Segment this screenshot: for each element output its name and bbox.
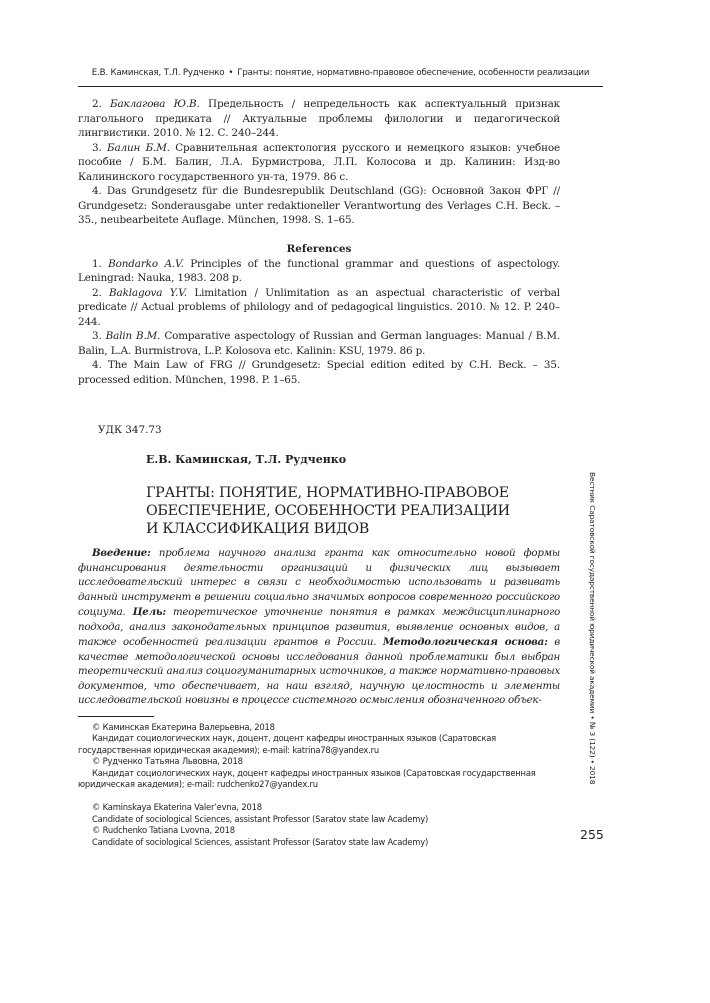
running-head-authors: Е.В. Каминская, Т.Л. Рудченко (91, 68, 225, 78)
references-heading: References (286, 243, 352, 255)
reference-item: 2. Baklagova Y.V. Limitation / Unlimitation as an aspectual characteristic of verbal predicate // Actual problems of philology and of pedagogical linguistics. 2010. № 12. P. 240–244. (78, 286, 560, 328)
reference-item: 3. Балин Б.М. Сравнительная аспектология русского и немецкого языков: учебное пособие / Б.М. Балин, Л.А. Бурмистрова, Л.П. Колосова и др. Калинин: Изд-во Калининского государственного ун-та, 1979. 86 с. (78, 141, 561, 183)
reference-author: Bondarko A.V. (108, 257, 184, 270)
reference-item: 2. Баклагова Ю.В. Предельность / непредельность как аспектуальный признак глагольного предиката // Актуальные проблемы филологии и педагогической лингвистики. 2010. № 12. С. 240–244. (78, 98, 560, 139)
article-title (146, 484, 566, 538)
abstract-goal-label: Цель: (132, 606, 166, 618)
footnote-copyright: © Kaminskaya Ekaterina Valer’evna, 2018 (92, 802, 262, 813)
reference-item: 3. Balin B.M. Comparative aspectology of Russian and German languages: Manual / B.M. Balin, L.A. Burmistrova, L.P. Kolosova etc. Kalinin: KSU, 1979. 86 p. (78, 330, 560, 357)
article-title-line: И КЛАССИФИКАЦИЯ ВИДОВ (146, 521, 369, 537)
footnote-affiliation: Candidate of sociological Sciences, assistant Professor (Saratov state law Academy) (92, 836, 429, 847)
abstract-method-label: Методологическая основа: (382, 636, 548, 648)
reference-author: Balin B.M. (105, 330, 161, 342)
page-number: 255 (580, 827, 604, 842)
reference-author: Баклагова Ю.В. (110, 98, 200, 110)
footnote-affiliation: Кандидат социологических наук, доцент, доцент кафедры иностранных языков (Саратовская государственная юридическая академия); e-mail: katrina78@yandex.ru (78, 733, 496, 755)
english-reference-list (78, 242, 560, 387)
footnotes (78, 722, 564, 848)
footnote-rule (78, 716, 154, 717)
reference-item: 4. Das Grundgesetz für die Bundesrepublik Deutschland (GG): Основной Закон ФРГ // Grundgesetz: Sonderausgabe unter redaktioneller Verantwortung des Verlages C.H. Beck. – 35., neubearbeitete Auflage. München, 1998. S. 1–65. (78, 185, 560, 226)
reference-author: Балин Б.М. (106, 141, 170, 154)
running-head-title: Гранты: понятие, нормативно-правовое обеспечение, особенности реализации (237, 68, 590, 78)
footnote-copyright: © Рудченко Татьяна Львовна, 2018 (92, 756, 243, 767)
reference-item: 1. Bondarko A.V. Principles of the functional grammar and questions of aspectology. Leningrad: Nauka, 1983. 208 p. (78, 257, 561, 284)
abstract-intro-label: Введение: (92, 547, 151, 559)
article-title-line: ГРАНТЫ: ПОНЯТИЕ, НОРМАТИВНО-ПРАВОВОЕ (146, 485, 509, 501)
running-head-separator: • (228, 68, 234, 78)
reference-item: 4. The Main Law of FRG // Grundgesetz: Special edition edited by C.H. Beck. – 35. processed edition. München, 1998. P. 1–65. (78, 359, 560, 386)
abstract-intro-text: проблема научного анализа гранта как относительно новой формы финансирования деятельности организаций и физических лиц вызывает исследовательский интерес в связи с необходимостью использовать и развивать данный инструмент в решении социально значимых вопросов современного российского социума. (78, 548, 561, 618)
footnote-copyright: © Каминская Екатерина Валерьевна, 2018 (92, 722, 275, 732)
article-authors: Е.В. Каминская, Т.Л. Рудченко (146, 453, 347, 466)
header-rule (78, 86, 603, 87)
footnote-copyright: © Rudchenko Tatiana Lvovna, 2018 (92, 825, 235, 836)
footnote-affiliation: Candidate of sociological Sciences, assistant Professor (Saratov state law Academy) (92, 813, 429, 824)
article-abstract (78, 546, 560, 709)
abstract-goal-text: теоретическое уточнение понятия в рамках междисциплинарного подхода, анализ законодательных принципов развития, выявление основных видов, а также особенностей реализации грантов в России. (78, 607, 560, 648)
journal-side-title: Вестник Саратовской государственной юридической академии • № 3 (122) • 2018 (588, 472, 597, 785)
abstract-method-text: в качестве методологической основы исследования данной проблематики был выбран теоретический анализ социогуманитарных источников, а также нормативно-правовых документов, что обеспечивает, на наш взгляд, научную целостность и элементы исследовательской новизны в процессе системного осмысления обозначенного объек- (78, 637, 560, 706)
running-head (78, 68, 603, 78)
russian-reference-list (78, 97, 560, 228)
reference-author: Baklagova Y.V. (109, 286, 187, 299)
udk-code: УДК 347.73 (98, 424, 162, 436)
article-title-line: ОБЕСПЕЧЕНИЕ, ОСОБЕННОСТИ РЕАЛИЗАЦИИ (146, 503, 510, 519)
footnote-affiliation: Кандидат социологических наук, доцент кафедры иностранных языков (Саратовская государственная юридическая академия); e-mail: rudchenko27@yandex.ru (78, 767, 536, 790)
